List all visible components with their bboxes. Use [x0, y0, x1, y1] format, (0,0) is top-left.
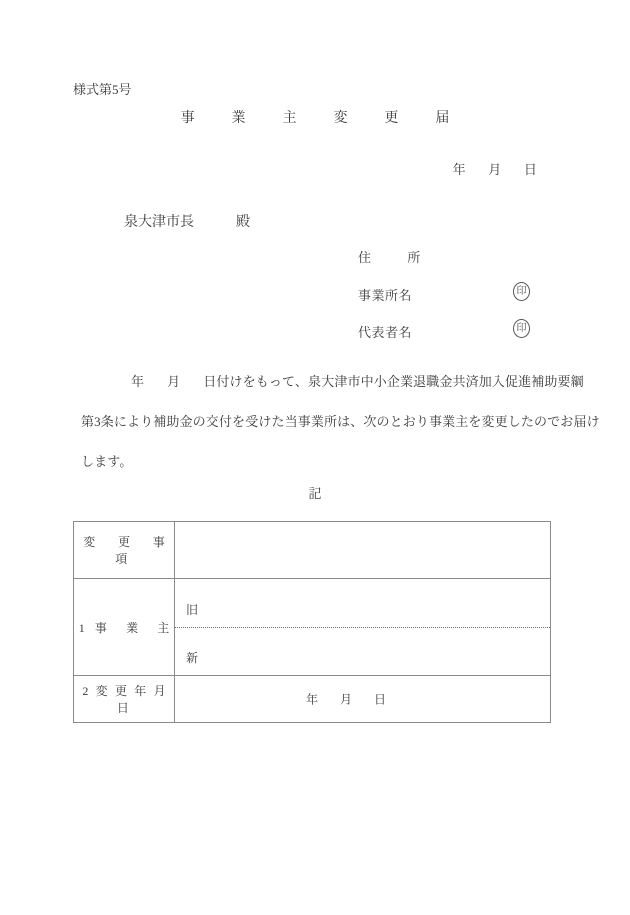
change-date-month: 月	[340, 692, 353, 707]
submission-date-line	[437, 150, 538, 189]
signature-row-representative-name	[358, 322, 543, 341]
seal-icon: 印	[513, 319, 530, 338]
row-label-business-owner: 1 事 業 主	[74, 579, 175, 676]
addressee	[110, 202, 250, 244]
table-row	[74, 522, 551, 579]
row-label-change-items: 変 更 事 項	[74, 522, 175, 579]
note-marker: 記	[308, 486, 322, 501]
signature-row-business-name	[358, 285, 543, 304]
new-owner-label: 新	[186, 651, 199, 665]
table-row	[74, 579, 551, 676]
representative-name-label: 代表者名	[358, 325, 413, 340]
change-date-day: 日	[374, 692, 387, 707]
submission-date-day: 日	[523, 162, 538, 177]
old-owner-label: 旧	[186, 603, 199, 617]
seal-icon: 印	[513, 282, 530, 301]
business-name-label: 事業所名	[358, 288, 413, 303]
effective-date-year: 年	[131, 374, 145, 389]
effective-date-month: 月	[167, 374, 181, 389]
row-label-change-date: 2 変 更 年 月 日	[74, 676, 175, 723]
addressee-honorific: 殿	[236, 215, 250, 230]
table-row	[74, 676, 551, 723]
submission-date-month: 月	[488, 162, 502, 177]
submission-date-year: 年	[452, 162, 467, 177]
change-date-fields	[306, 691, 386, 708]
dotted-divider	[175, 627, 550, 628]
change-details-table	[73, 521, 551, 723]
body-line-1-text: 日付けをもって、泉大津市中小企業退職金共済加入促進補助要綱	[203, 374, 584, 389]
body-line-3: します。	[81, 454, 133, 469]
body-line-1	[131, 371, 584, 390]
signature-row-address	[358, 247, 543, 266]
address-label: 住 所	[358, 250, 433, 265]
page-title: 事 業 主 変 更 届	[180, 111, 461, 126]
form-number: 様式第5号	[73, 82, 132, 97]
row-value-change-date[interactable]	[175, 676, 551, 723]
row-value-business-owner	[175, 579, 551, 676]
old-new-split-cell	[175, 579, 550, 675]
body-line-2: 第3条により補助金の交付を受けた当事業所は、次のとおり事業主を変更したのでお届け	[81, 414, 600, 429]
change-date-year: 年	[306, 692, 319, 707]
addressee-recipient: 泉大津市長	[124, 215, 194, 230]
row-value-change-items[interactable]	[175, 522, 551, 579]
